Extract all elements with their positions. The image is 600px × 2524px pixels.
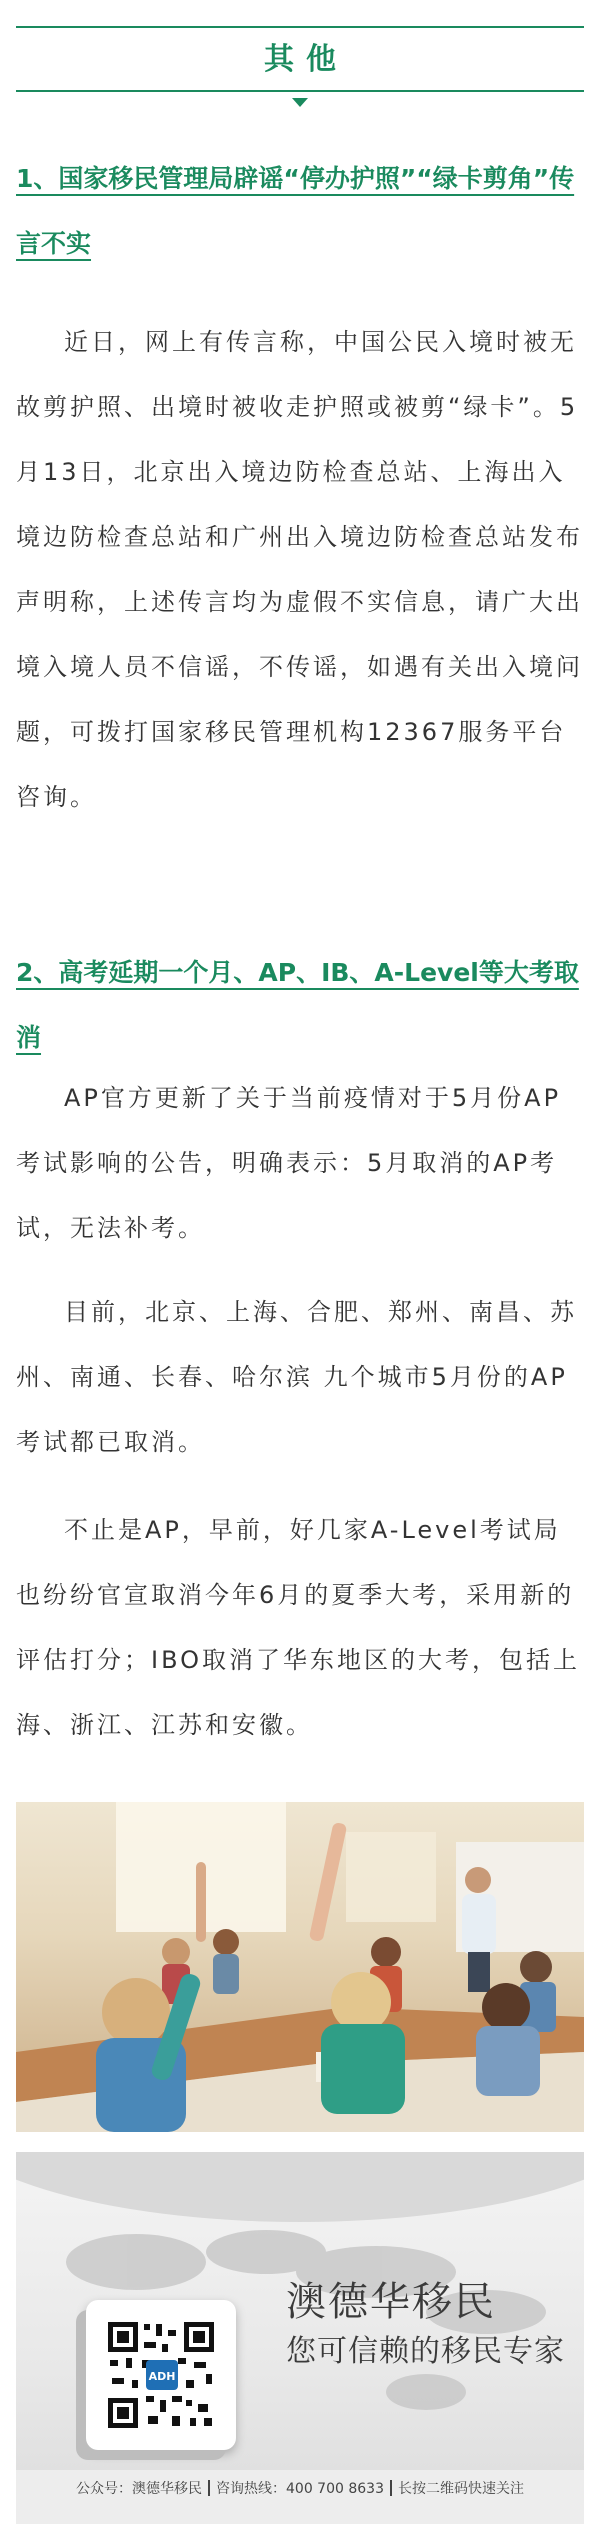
article-2-paragraph-3: 不止是AP，早前，好几家A-Level考试局也纷纷官宣取消今年6月的夏季大考，采用新的评估打分；IBO取消了华东地区的大考，包括上海、浙江、江苏和安徽。 [16, 1516, 581, 1739]
banner-title: 澳德华移民 [286, 2279, 496, 2325]
footer-qr-hint: 长按二维码快速关注 [397, 2481, 524, 2497]
section-arrow-icon [292, 98, 308, 107]
article-1-paragraph-1: 近日，网上有传言称，中国公民入境时被无故剪护照、出境时被收走护照或被剪“绿卡”。5月13日，北京出入境边防检查总站、上海出入境边防检查总站和广州出入境边防检查总站发布声明称，上述传言均为虚假不实信息，请广大出境入境人员不信谣，不传谣，如遇有关出入境问题，可拨打国家移民管理机构12367服务平台咨询。 [16, 328, 583, 811]
article-2-paragraph-2: 目前，北京、上海、合肥、郑州、南昌、苏州、南通、长春、哈尔滨 九个城市5月份的AP考试都已取消。 [16, 1298, 577, 1456]
footer-hotline: 咨询热线：400 700 8633 [216, 2481, 384, 2497]
banner-subtitle: 您可信赖的移民专家 [286, 2334, 565, 2369]
article-2-heading [16, 940, 584, 1070]
article-1-heading [16, 146, 584, 276]
promo-banner [16, 2152, 584, 2524]
article-1-heading-text: 1、国家移民管理局辟谣“停办护照”“绿卡剪角”传言不实 [16, 164, 575, 258]
article-2-heading-text: 2、高考延期一个月、AP、IB、A-Level等大考取消 [16, 958, 579, 1052]
footer-divider [208, 2480, 210, 2496]
logo-text: ADH [148, 2370, 176, 2383]
qr-code[interactable] [86, 2300, 236, 2450]
section-title: 其他 [264, 42, 348, 77]
footer-account: 公众号：澳德华移民 [76, 2481, 202, 2497]
footer-divider [390, 2480, 392, 2496]
classroom-illustration [16, 1802, 584, 2132]
qr-code-icon [86, 2300, 236, 2450]
classroom-photo [16, 1802, 584, 2132]
article-2-paragraph-1: AP官方更新了关于当前疫情对于5月份AP考试影响的公告，明确表示：5月取消的AP考试，无法补考。 [16, 1084, 562, 1242]
section-header [16, 26, 584, 92]
banner-footer [16, 2478, 584, 2498]
